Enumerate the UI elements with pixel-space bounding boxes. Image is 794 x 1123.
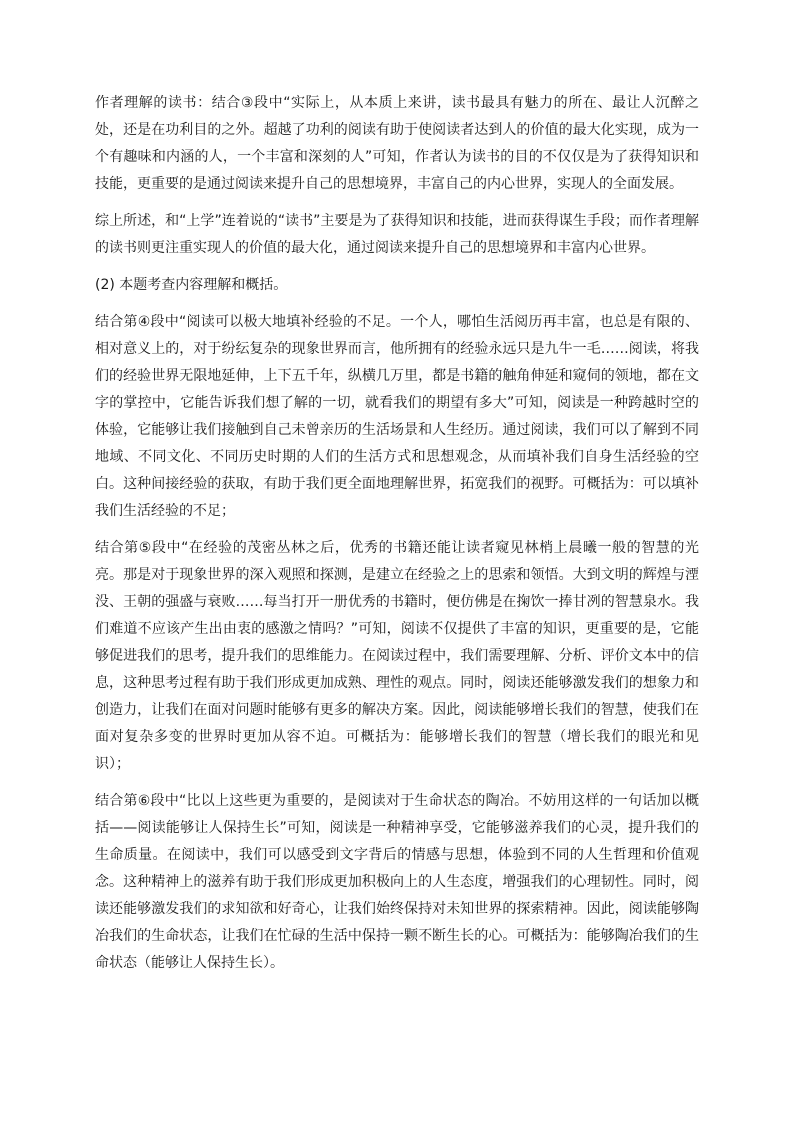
paragraph-question-2-heading: (2) 本题考查内容理解和概括。 [95,277,288,293]
document-body [95,90,699,987]
paragraph-section-4-analysis: 结合第④段中“阅读可以极大地填补经验的不足。一个人，哪怕生活阅历再丰富，也总是有限的、相对意义上的，对于纷纭复杂的现象世界而言，他所拥有的经验永远只是九牛一毛……阅读，将我们的经验世界无限地延伸，上下五千年，纵横几万里，都是书籍的触角伸延和窥伺的领地，都在文字的掌控中，它能告诉我们想了解的一切，就看我们的期望有多大”可知，阅读是一种跨越时空的体验，它能够让我们接触到自己未曾亲历的生活场景和人生经历。通过阅读，我们可以了解到不同地域、不同文化、不同历史时期的人们的生活方式和思想观念，从而填补我们自身生活经验的空白。这种间接经验的获取，有助于我们更全面地理解世界，拓宽我们的视野。可概括为：可以填补我们生活经验的不足； [95,314,699,519]
paragraph-summary: 综上所述，和“上学”连着说的“读书”主要是为了获得知识和技能，进而获得谋生手段；而作者理解的读书则更注重实现人的价值的最大化，通过阅读来提升自己的思想境界和丰富内心世界。 [95,213,699,256]
paragraph-author-view: 作者理解的读书：结合③段中“实际上，从本质上来讲，读书最具有魅力的所在、最让人沉醉之处，还是在功利目的之外。超越了功利的阅读有助于使阅读者达到人的价值的最大化实现，成为一个有趣味和内涵的人，一个丰富和深刻的人”可知，作者认为读书的目的不仅仅是为了获得知识和技能，更重要的是通过阅读来提升自己的思想境界，丰富自己的内心世界，实现人的全面发展。 [95,95,699,192]
paragraph-section-6-analysis: 结合第⑥段中“比以上这些更为重要的，是阅读对于生命状态的陶冶。不妨用这样的一句话加以概括——阅读能够让人保持生长”可知，阅读是一种精神享受，它能够滋养我们的心灵，提升我们的生命质量。在阅读中，我们可以感受到文字背后的情感与思想，体验到不同的人生哲理和价值观念。这种精神上的滋养有助于我们形成更加积极向上的人生态度，增强我们的心理韧性。同时，阅读还能够激发我们的求知欲和好奇心，让我们始终保持对未知世界的探索精神。因此，阅读能够陶冶我们的生命状态，让我们在忙碌的生活中保持一颗不断生长的心。可概括为：能够陶冶我们的生命状态（能够让人保持生长）。 [95,793,699,971]
paragraph-section-5-analysis: 结合第⑤段中“在经验的茂密丛林之后，优秀的书籍还能让读者窥见林梢上晨曦一般的智慧的光亮。那是对于现象世界的深入观照和探测，是建立在经验之上的思索和领悟。大到文明的辉煌与湮没、王朝的强盛与衰败……每当打开一册优秀的书籍时，便仿佛是在掬饮一捧甘冽的智慧泉水。我们难道不应该产生出由衷的感激之情吗？”可知，阅读不仅提供了丰富的知识，更重要的是，它能够促进我们的思考，提升我们的思维能力。在阅读过程中，我们需要理解、分析、评价文本中的信息，这种思考过程有助于我们形成更加成熟、理性的观点。同时，阅读还能够激发我们的想象力和创造力，让我们在面对问题时能够有更多的解决方案。因此，阅读能够增长我们的智慧，使我们在面对复杂多变的世界时更加从容不迫。可概括为：能够增长我们的智慧（增长我们的眼光和见识）； [95,540,699,772]
